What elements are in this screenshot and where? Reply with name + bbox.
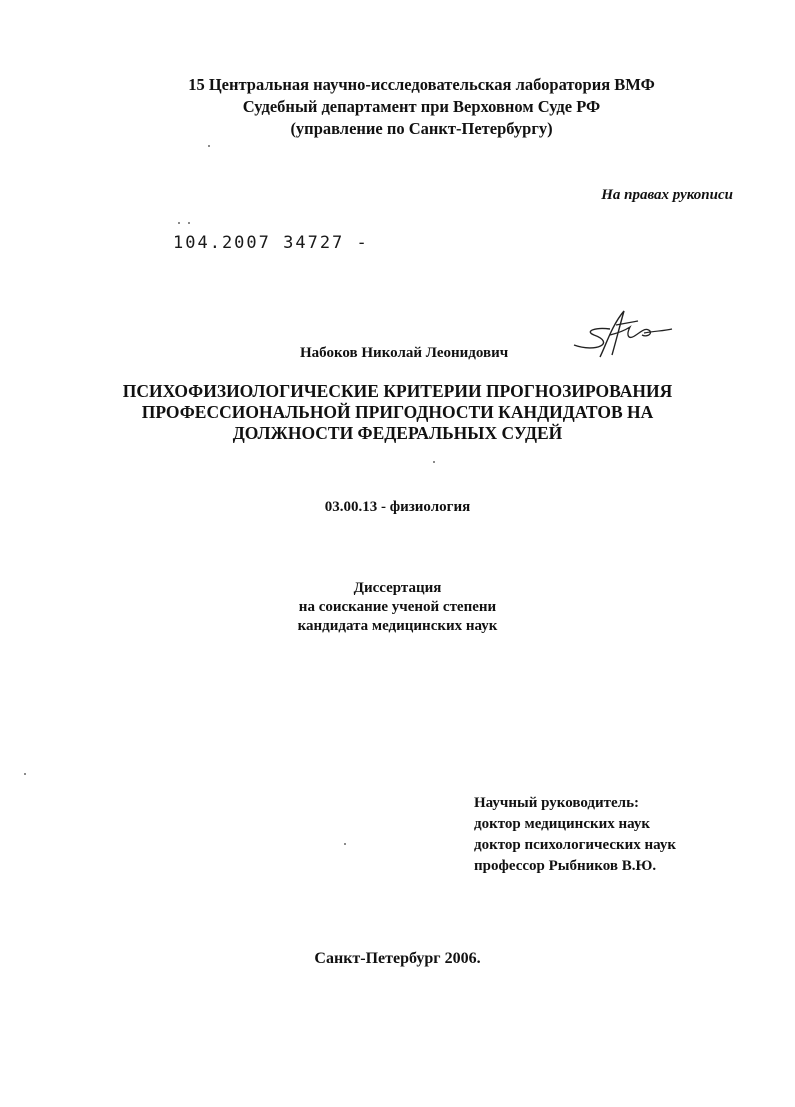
scan-speck	[344, 843, 346, 845]
header-line: 15 Центральная научно-исследовательская лаборатория ВМФ	[188, 75, 655, 94]
degree-line: на соискание ученой степени	[298, 599, 497, 615]
degree-statement	[0, 579, 795, 636]
scan-speck	[24, 773, 26, 775]
supervisor-line: доктор психологических наук	[474, 837, 677, 853]
degree-line: Диссертация	[353, 580, 442, 596]
author-name: Набоков Николай Леонидович	[300, 345, 509, 361]
supervisor-line: доктор медицинских наук	[474, 816, 651, 832]
title-line: ПСИХОФИЗИОЛОГИЧЕСКИЕ КРИТЕРИИ ПРОГНОЗИРОВАНИЯ	[122, 381, 673, 401]
institution-header	[0, 74, 795, 140]
supervisor-line: профессор Рыбников В.Ю.	[474, 858, 657, 874]
city-year: Санкт-Петербург 2006.	[314, 950, 481, 967]
signature-icon	[566, 305, 676, 365]
rights-note: На правах рукописи	[601, 187, 733, 203]
supervisor-block	[474, 793, 676, 877]
scan-speck	[188, 222, 190, 224]
degree-line: кандидата медицинских наук	[297, 618, 498, 634]
catalog-stamp: 104.2007 34727 -	[173, 233, 369, 253]
title-line: ДОЛЖНОСТИ ФЕДЕРАЛЬНЫХ СУДЕЙ	[232, 423, 563, 443]
scan-speck	[433, 461, 435, 463]
supervisor-line: Научный руководитель:	[474, 795, 639, 811]
header-line: (управление по Санкт-Петербургу)	[290, 119, 553, 138]
title-line: ПРОФЕССИОНАЛЬНОЙ ПРИГОДНОСТИ КАНДИДАТОВ НА	[141, 402, 654, 422]
header-line: Судебный департамент при Верховном Суде РФ	[242, 97, 601, 116]
specialty: 03.00.13 - физиология	[324, 499, 471, 515]
dissertation-title	[0, 381, 795, 444]
scan-speck	[178, 222, 180, 224]
scan-speck	[208, 145, 210, 147]
